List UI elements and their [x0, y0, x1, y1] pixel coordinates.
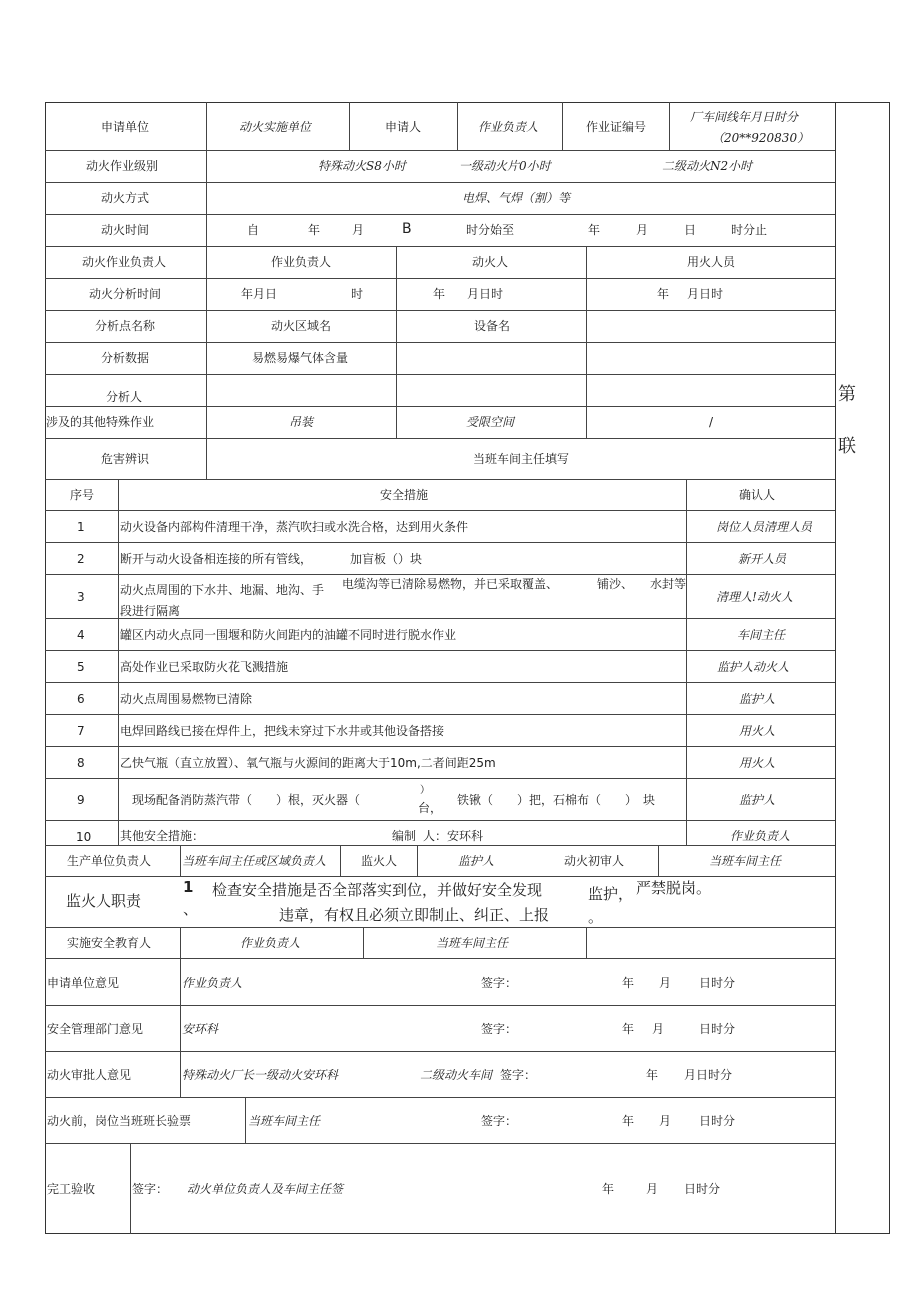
hazard-label: 危害辨识 [101, 452, 150, 466]
production-label: 生产单位负责人 [67, 854, 152, 868]
rule [45, 310, 835, 311]
rule [180, 927, 181, 958]
rule [45, 182, 835, 183]
rule [245, 1097, 246, 1143]
hazard-value: 当班车间主任填写 [473, 452, 570, 466]
rule [457, 102, 458, 150]
opinion-label: 动火审批人意见 [47, 1068, 132, 1082]
time-start-to: 时分始至 [466, 223, 515, 237]
rule [45, 876, 835, 877]
completion-sign: 签字： [132, 1182, 169, 1196]
first-review-value: 当班车间主任 [709, 854, 782, 868]
rule [340, 845, 341, 876]
duty-num-2: 、 [183, 900, 199, 918]
side-column-divider [835, 102, 836, 1234]
opinion-day: 日时分 [699, 1114, 736, 1128]
analysis-time-c1a: 年月日 [241, 287, 278, 301]
opinion-label: 申请单位意见 [47, 976, 120, 990]
rule [130, 1143, 131, 1234]
measure-text: 其他安全措施： [120, 829, 205, 843]
measure-text-b: 台， [418, 801, 443, 815]
rule [562, 102, 563, 150]
measure-no: 7 [77, 724, 85, 738]
measure-text-3: 人：安环科 [423, 829, 484, 843]
measure-no: 4 [77, 628, 85, 642]
cert-no-label: 作业证编号 [586, 120, 647, 134]
level-second: 二级动火N2小时 [662, 159, 753, 173]
rule [45, 510, 835, 511]
measure-confirm: 监护人 [739, 793, 776, 807]
rule [669, 102, 670, 150]
measure-no: 1 [77, 520, 85, 534]
apply-unit-value: 动火实施单位 [239, 120, 312, 134]
method-value: 电焊、气焊（割）等 [462, 191, 571, 205]
rule [45, 438, 835, 439]
applicant-value: 作业负责人 [478, 120, 539, 134]
apply-unit-label: 申请单位 [101, 120, 150, 134]
opinion-day: 日时分 [699, 1022, 736, 1036]
rule [45, 1097, 835, 1098]
opinion-sign: 签字： [481, 976, 518, 990]
measure-text: 动火点周围的下水井、地漏、地沟、手 [120, 583, 325, 597]
measure-text-b: 段进行隔离 [120, 604, 181, 618]
opinion-sign: 签字： [481, 1114, 518, 1128]
measure-text: 动火设备内部构件清理干净，蒸汽吹扫或水洗合格，达到用火条件 [120, 520, 469, 534]
rule [45, 714, 835, 715]
other-work-c2: 受限空间 [466, 415, 515, 429]
opinion-year: 年 [646, 1068, 659, 1082]
opinion-value: 作业负责人 [182, 976, 243, 990]
persons-c1: 作业负责人 [271, 255, 332, 269]
measure-text: 乙快气瓶（直立放置）、氧气瓶与火源间的距离大于10m,二者间距25m [120, 756, 496, 770]
analysis-time-c3a: 年 [657, 287, 670, 301]
measure-text-3: 铺沙、 [597, 577, 634, 591]
rule [349, 102, 350, 150]
measure-confirm: 作业负责人 [730, 829, 791, 843]
measure-no: 6 [77, 692, 85, 706]
opinion-month: 月 [652, 1022, 665, 1036]
measure-text: 电焊回路线已接在焊件上，把线未穿过下水井或其他设备搭接 [120, 724, 445, 738]
education-label: 实施安全教育人 [67, 936, 152, 950]
level-first: 一级动火片0小时 [459, 159, 551, 173]
opinion-label: 安全管理部门意见 [47, 1022, 144, 1036]
measure-confirm: 清理人!动火人 [716, 590, 793, 604]
rule [45, 682, 835, 683]
analysis-time-c2a: 年 [433, 287, 446, 301]
rule [658, 845, 659, 876]
duty-line-1: 检查安全措施是否全部落实到位，并做好安全发现 [212, 881, 543, 899]
measure-no: 5 [77, 660, 85, 674]
opinion-month: 月 [659, 1114, 672, 1128]
measure-text-2: 铁锹（ ）把，石棉布（ ） 块 [457, 793, 656, 807]
rule [206, 102, 207, 479]
measure-confirm: 车间主任 [737, 628, 786, 642]
duty-num-1: 1 [183, 878, 194, 896]
completion-label: 完工验收 [47, 1182, 96, 1196]
rule [45, 1005, 835, 1006]
measure-text-2: 电缆沟等已清除易燃物，并已采取覆盖、 [342, 577, 559, 591]
measures-h-no: 序号 [70, 488, 95, 502]
rule [45, 342, 835, 343]
measures-h-measure: 安全措施 [380, 488, 429, 502]
rule [180, 958, 181, 1097]
opinion-value: 安环科 [182, 1022, 219, 1036]
rule [686, 479, 687, 845]
analysis-time-c1b: 时 [351, 287, 364, 301]
applicant-label: 申请人 [385, 120, 422, 134]
measure-confirm: 监护人 [739, 692, 776, 706]
rule [45, 958, 835, 959]
rule [45, 778, 835, 779]
rule [586, 927, 587, 958]
measure-confirm: 用火人 [739, 756, 776, 770]
rule [417, 845, 418, 876]
time-end: 时分止 [731, 223, 768, 237]
rule [180, 845, 181, 876]
opinion-value-2: 二级动火车间 [420, 1068, 493, 1082]
measure-text: 断开与动火设备相连接的所有管线， [120, 552, 313, 566]
level-label: 动火作业级别 [86, 159, 159, 173]
rule [45, 374, 835, 375]
rule [45, 406, 835, 407]
rule [45, 820, 835, 821]
opinion-value: 特殊动火厂长一级动火安环科 [182, 1068, 339, 1082]
rule [45, 542, 835, 543]
analysis-time-label: 动火分析时间 [89, 287, 162, 301]
completion-value: 动火单位负责人及车间主任签 [187, 1182, 344, 1196]
rule [45, 278, 835, 279]
side-text-1: 第 [838, 384, 856, 405]
rule [45, 650, 835, 651]
education-c1: 作业负责人 [240, 936, 301, 950]
rule [45, 1143, 835, 1144]
analysis-point-c1: 动火区域名 [271, 319, 332, 333]
measures-h-confirm: 确认人 [739, 488, 776, 502]
production-value: 当班车间主任或区域负责人 [182, 854, 327, 868]
rule [45, 845, 835, 846]
guard-label: 监火人 [361, 854, 398, 868]
rule [45, 214, 835, 215]
level-special: 特殊动火S8小时 [318, 159, 406, 173]
opinion-year: 年 [622, 976, 635, 990]
measure-confirm: 新开人员 [738, 552, 787, 566]
time-month: 月 [352, 223, 365, 237]
rule [396, 246, 397, 438]
rule [45, 246, 835, 247]
analyst-label: 分析人 [106, 390, 143, 404]
method-label: 动火方式 [101, 191, 150, 205]
opinion-month: 月 [659, 976, 672, 990]
measure-text-2: 编制 [392, 829, 417, 843]
persons-c3: 用火人员 [687, 255, 736, 269]
measure-text-2: 加盲板（）块 [350, 552, 423, 566]
other-work-c3: / [709, 415, 714, 429]
completion-year: 年 [602, 1182, 615, 1196]
rule [45, 927, 835, 928]
measure-no: 10 [76, 830, 92, 844]
time-day2: 日 [684, 223, 697, 237]
first-review-label: 动火初审人 [564, 854, 625, 868]
rule [45, 618, 835, 619]
persons-c2: 动火人 [472, 255, 509, 269]
measure-text: 现场配备消防蒸汽带（ ）根，灭火器（ [132, 793, 361, 807]
analysis-data-c1: 易燃易爆气体含量 [252, 351, 349, 365]
rule [363, 927, 364, 958]
analysis-time-c3b: 月日时 [687, 287, 724, 301]
opinion-sign: 签字： [481, 1022, 518, 1036]
measure-confirm: 用火人 [739, 724, 776, 738]
opinion-day: 日时分 [699, 976, 736, 990]
rule [118, 479, 119, 845]
rule [45, 746, 835, 747]
measure-no: 9 [77, 793, 85, 807]
measure-no: 8 [77, 756, 85, 770]
opinion-label: 动火前，岗位当班班长验票 [47, 1114, 192, 1128]
duty-line-2: 违章，有权且必须立即制止、纠正、上报 [279, 906, 550, 924]
rule [45, 150, 835, 151]
completion-day: 日时分 [684, 1182, 721, 1196]
time-year: 年 [308, 223, 321, 237]
measure-confirm: 岗位人员清理人员 [716, 520, 813, 534]
measure-text-c: ） [420, 785, 430, 796]
time-year2: 年 [588, 223, 601, 237]
measure-text: 高处作业已采取防火花飞溅措施 [120, 660, 289, 674]
rule [45, 479, 835, 480]
persons-label: 动火作业负责人 [82, 255, 167, 269]
education-c2: 当班车间主任 [436, 936, 509, 950]
duty-line-1b: 监护， [588, 885, 634, 903]
duty-label: 监火人职责 [66, 892, 142, 910]
rule [586, 246, 587, 438]
guard-value: 监护人 [458, 854, 495, 868]
analysis-time-c2b: 月日时 [467, 287, 504, 301]
measure-text-4: 水封等 [650, 577, 687, 591]
time-month2: 月 [636, 223, 649, 237]
duty-line-1c: 严禁脱岗。 [636, 879, 712, 897]
analysis-data-label: 分析数据 [101, 351, 150, 365]
cert-no-value-1: 厂车间线年月日时分 [690, 110, 799, 124]
rule [45, 574, 835, 575]
time-label: 动火时间 [101, 223, 150, 237]
cert-no-value-2: （20**920830） [712, 131, 810, 145]
measure-no: 2 [77, 552, 85, 566]
time-day-b: B [402, 221, 412, 237]
analysis-point-c2: 设备名 [474, 319, 511, 333]
measure-no: 3 [77, 590, 85, 604]
completion-month: 月 [646, 1182, 659, 1196]
opinion-value: 当班车间主任 [248, 1114, 321, 1128]
side-text-2: 联 [838, 436, 856, 457]
measure-text: 动火点周围易燃物已清除 [120, 692, 253, 706]
time-from: 自 [247, 223, 260, 237]
opinion-day: 月日时分 [684, 1068, 733, 1082]
measure-text: 罐区内动火点同一围堰和防火间距内的油罐不同时进行脱水作业 [120, 628, 457, 642]
opinion-year: 年 [622, 1114, 635, 1128]
measure-confirm: 监护人动火人 [717, 660, 790, 674]
opinion-year: 年 [622, 1022, 635, 1036]
opinion-sign: 签字： [500, 1068, 537, 1082]
analysis-point-label: 分析点名称 [95, 319, 156, 333]
rule [45, 1051, 835, 1052]
other-work-label: 涉及的其他特殊作业 [46, 415, 155, 429]
duty-line-2b: 。 [588, 908, 604, 926]
other-work-c1: 吊装 [289, 415, 314, 429]
